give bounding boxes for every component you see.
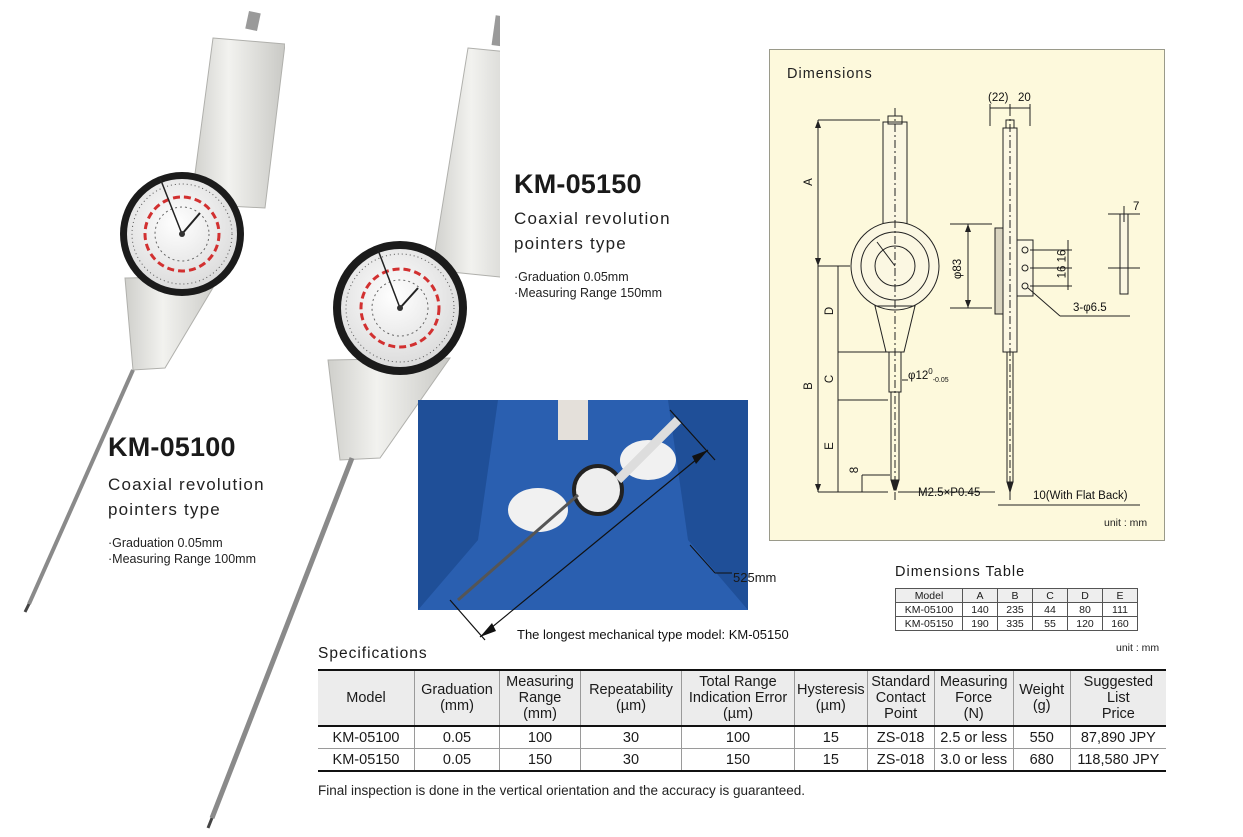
km05100-graduation: ·Graduation 0.05mm — [108, 536, 223, 550]
spec-cell: 30 — [581, 726, 682, 749]
spec-header-range — [500, 670, 581, 726]
dt-cell: 235 — [998, 603, 1033, 617]
dimensions-table-title: Dimensions Table — [895, 564, 1026, 580]
dim-label-hole: 3-φ6.5 — [1073, 302, 1107, 314]
length-label: 525mm — [733, 570, 777, 585]
specifications-table — [318, 669, 1166, 772]
km05150-range: ·Measuring Range 150mm — [514, 286, 662, 300]
dt-cell: 80 — [1068, 603, 1103, 617]
spec-cell: KM-05100 — [318, 726, 415, 749]
spec-cell: ZS-018 — [867, 726, 934, 749]
photo-caption: The longest mechanical type model: KM-05150 — [517, 627, 789, 642]
km05150-title: KM-05150 — [514, 169, 642, 199]
hdr-line: Total Range — [699, 674, 777, 690]
hdr-line: (µm) — [615, 698, 647, 714]
spec-cell: 3.0 or less — [934, 749, 1013, 772]
spec-cell: 0.05 — [415, 749, 500, 772]
dimensions-table-header — [896, 589, 1138, 603]
spec-cell: 680 — [1013, 749, 1070, 772]
spec-header-force — [934, 670, 1013, 726]
dt-cell: KM-05100 — [896, 603, 963, 617]
inspection-note: Final inspection is done in the vertical orientation and the accuracy is guaranteed. — [318, 783, 806, 798]
km05100-title: KM-05100 — [108, 432, 236, 462]
dim-label-c: C — [824, 374, 837, 384]
dt-cell: 140 — [963, 603, 998, 617]
spec-cell: 550 — [1013, 726, 1070, 749]
dim-label-phi12 — [908, 367, 949, 384]
table-row — [896, 603, 1138, 617]
hdr-line: Graduation — [421, 682, 493, 698]
dt-cell: 55 — [1033, 617, 1068, 631]
phi12-tol-bottom: -0.05 — [932, 377, 949, 385]
dim-label-7: 7 — [1133, 201, 1140, 213]
dt-cell: 190 — [963, 617, 998, 631]
spec-cell: 15 — [795, 749, 868, 772]
hdr-line: Measuring — [506, 674, 574, 690]
dim-label-8: 8 — [849, 466, 862, 474]
spec-cell: KM-05150 — [318, 749, 415, 772]
spec-cell: 118,580 JPY — [1070, 749, 1166, 772]
spec-header-hysteresis — [795, 670, 868, 726]
hdr-line: Contact — [875, 690, 926, 706]
dt-header-d: D — [1068, 589, 1103, 603]
hdr-line: Point — [884, 706, 918, 722]
dt-header-b: B — [998, 589, 1033, 603]
dt-cell: 44 — [1033, 603, 1068, 617]
specifications-title: Specifications — [318, 645, 428, 662]
km05150-subtitle-line1: Coaxial revolution — [514, 209, 671, 228]
hdr-line: Measuring — [939, 674, 1008, 690]
length-arrow — [440, 405, 740, 645]
table-row — [318, 726, 1166, 749]
phi12-value: φ12 — [908, 369, 929, 382]
km05150-graduation: ·Graduation 0.05mm — [514, 270, 629, 284]
hdr-line: (µm) — [722, 706, 754, 722]
km05100-range: ·Measuring Range 100mm — [108, 552, 256, 566]
dt-header-a: A — [963, 589, 998, 603]
hdr-line: Indication Error — [688, 690, 788, 706]
hdr-line: (N) — [963, 706, 984, 722]
hdr-line: (mm) — [523, 706, 557, 722]
specifications-header — [318, 670, 1166, 726]
dim-label-thread: M2.5×P0.45 — [918, 487, 981, 499]
dim-label-flat-back: 10(With Flat Back) — [1033, 490, 1128, 502]
dim-label-20: 20 — [1018, 92, 1031, 104]
dim-label-16b: 16 — [1056, 265, 1069, 279]
dim-label-16a: 16 — [1056, 249, 1069, 263]
dim-label-phi83: φ83 — [952, 258, 965, 280]
spec-cell: 150 — [500, 749, 581, 772]
hdr-line: Force — [955, 690, 993, 706]
spec-header-indication-error — [682, 670, 795, 726]
hdr-line: (mm) — [440, 698, 474, 714]
spec-header-repeatability — [581, 670, 682, 726]
km05150-subtitle-line2: pointers type — [514, 234, 627, 253]
dim-label-d: D — [824, 306, 837, 316]
km05100-subtitle-line2: pointers type — [108, 500, 221, 519]
dt-cell: KM-05150 — [896, 617, 963, 631]
hdr-line: (µm) — [815, 698, 846, 714]
dt-header-model: Model — [896, 589, 963, 603]
spec-header-model — [318, 670, 415, 726]
dimensions-drawing — [780, 90, 1160, 510]
hdr-line: Hysteresis — [797, 682, 865, 698]
spec-cell: 100 — [500, 726, 581, 749]
km05150-specs — [514, 269, 662, 301]
phi12-tol-top: 0 — [928, 367, 933, 376]
dt-cell: 111 — [1103, 603, 1138, 617]
hdr-line: Range — [518, 690, 562, 706]
dimensions-table-unit: unit : mm — [1116, 642, 1160, 654]
spec-cell: 150 — [682, 749, 795, 772]
dimensions-table — [895, 588, 1138, 631]
km05150-subtitle — [514, 206, 671, 256]
spec-cell: 0.05 — [415, 726, 500, 749]
dim-label-e: E — [823, 442, 836, 450]
spec-header-weight — [1013, 670, 1070, 726]
hdr-line: (g) — [1032, 698, 1051, 714]
dim-label-22: (22) — [988, 92, 1009, 104]
spec-header-price — [1070, 670, 1166, 726]
dim-label-a: A — [802, 178, 815, 186]
dimensions-title: Dimensions — [787, 66, 873, 82]
spec-header-contact-point — [867, 670, 934, 726]
spec-cell: 30 — [581, 749, 682, 772]
spec-cell: 100 — [682, 726, 795, 749]
km05100-subtitle-line1: Coaxial revolution — [108, 475, 265, 494]
spec-cell: 2.5 or less — [934, 726, 1013, 749]
table-row — [896, 617, 1138, 631]
dt-header-e: E — [1103, 589, 1138, 603]
hdr-line: Model — [346, 690, 386, 706]
hdr-line: Standard — [871, 674, 931, 690]
hdr-line: Repeatability — [589, 682, 673, 698]
dt-cell: 335 — [998, 617, 1033, 631]
spec-cell: 87,890 JPY — [1070, 726, 1166, 749]
dimensions-unit: unit : mm — [1104, 517, 1148, 529]
hdr-line: Weight — [1019, 682, 1065, 698]
dim-label-b: B — [802, 382, 815, 390]
dt-cell: 160 — [1103, 617, 1138, 631]
dt-header-c: C — [1033, 589, 1068, 603]
spec-cell: 15 — [795, 726, 868, 749]
dt-cell: 120 — [1068, 617, 1103, 631]
spec-header-graduation — [415, 670, 500, 726]
hdr-line: Suggested — [1083, 674, 1154, 690]
table-row — [318, 749, 1166, 772]
spec-cell: ZS-018 — [867, 749, 934, 772]
hdr-line: Price — [1101, 706, 1135, 722]
hdr-line: List — [1107, 690, 1130, 706]
